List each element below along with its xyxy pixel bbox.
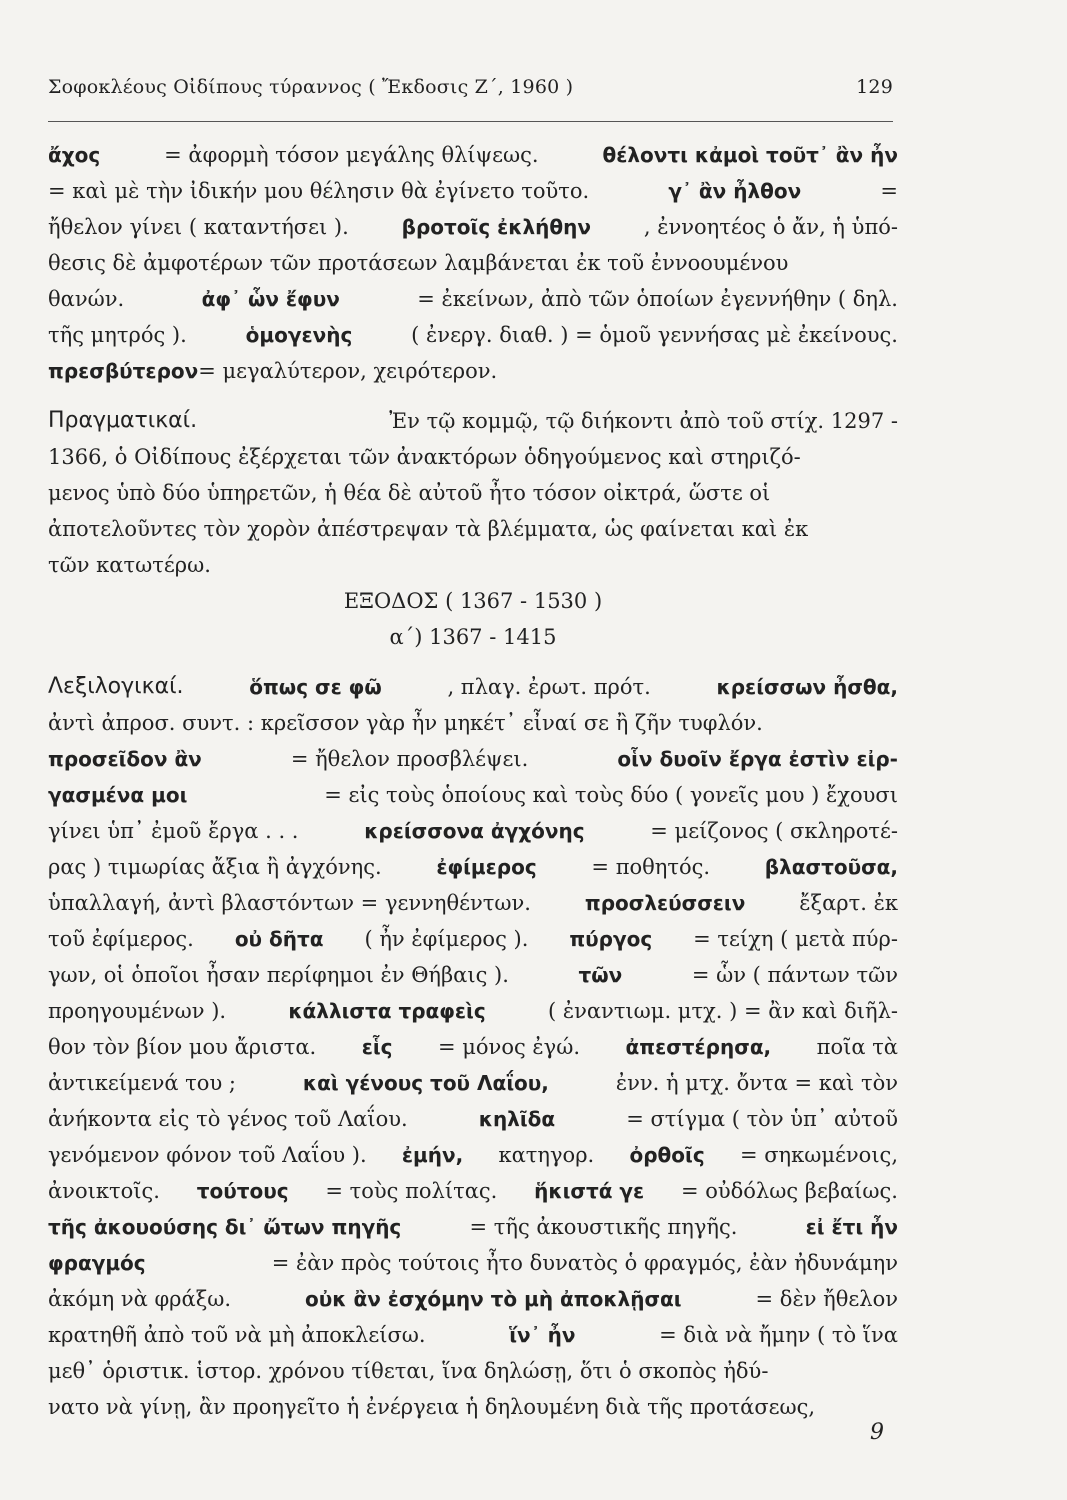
gloss-text: = σηκωμένοις, bbox=[739, 1143, 898, 1167]
lemma: κάλλιστα τραφεὶς bbox=[288, 999, 486, 1023]
gloss-text: α΄) 1367 - 1415 bbox=[389, 625, 557, 649]
lemma: ὁμογενὴς bbox=[245, 323, 353, 347]
text-line bbox=[48, 993, 898, 1029]
lemma: προσεῖδον ἂν bbox=[48, 747, 202, 771]
gloss-text: ἔξαρτ. ἐκ bbox=[799, 891, 898, 915]
lemma: βροτοῖς ἐκλήθην bbox=[401, 215, 591, 239]
section-heading: Πραγματικαί. bbox=[48, 408, 198, 433]
gloss-text: , πλαγ. ἐρωτ. πρότ. bbox=[447, 675, 651, 699]
text-line bbox=[48, 1245, 898, 1281]
signature-mark: 9 bbox=[870, 1420, 884, 1445]
lemma: πύργος bbox=[569, 927, 653, 951]
text-line bbox=[48, 1389, 898, 1425]
lemma: ἵν᾽ ἦν bbox=[509, 1323, 576, 1347]
gloss-text: = οὐδόλως βεβαίως. bbox=[680, 1179, 898, 1203]
gloss-text: = διὰ νὰ ἤμην ( τὸ ἵνα bbox=[659, 1323, 898, 1347]
text-line bbox=[48, 921, 898, 957]
lemma: οὐ δῆτα bbox=[234, 927, 324, 951]
section-heading: Λεξιλογικαί. bbox=[48, 674, 184, 699]
gloss-text: = ποθητός. bbox=[591, 855, 711, 879]
gloss-text: = τείχη ( μετὰ πύρ- bbox=[693, 927, 898, 951]
lemma: προσλεύσσειν bbox=[584, 891, 746, 915]
gloss-text: θον τὸν βίον μου ἄριστα. bbox=[48, 1035, 317, 1059]
gloss-text: θεσις δὲ ἀμφοτέρων τῶν προτάσεων λαμβάνεται ἐκ τοῦ ἐννοουμένου bbox=[48, 251, 789, 275]
text-line bbox=[48, 619, 898, 655]
gloss-text: ἀνήκοντα εἰς τὸ γένος τοῦ Λαΐου. bbox=[48, 1107, 408, 1131]
gloss-text: γενόμενον φόνον τοῦ Λαΐου ). bbox=[48, 1143, 367, 1167]
text-line bbox=[48, 403, 898, 439]
text-line bbox=[48, 1353, 898, 1389]
gloss-text: = δὲν ἤθελον bbox=[755, 1287, 898, 1311]
gloss-text: ρας ) τιμωρίας ἄξια ἢ ἀγχόνης. bbox=[48, 855, 382, 879]
gloss-text: τῶν κατωτέρω. bbox=[48, 553, 211, 577]
gloss-text: = καὶ μὲ τὴν ἰδικήν μου θέλησιν θὰ ἐγίνετο τοῦτο. bbox=[48, 179, 590, 203]
lemma: ἥκιστά γε bbox=[534, 1179, 645, 1203]
text-line bbox=[48, 281, 898, 317]
text-line bbox=[48, 137, 898, 173]
gloss-text: προηγουμένων ). bbox=[48, 999, 227, 1023]
commentary-text bbox=[48, 137, 898, 1425]
text-line bbox=[48, 353, 898, 389]
text-line bbox=[48, 209, 898, 245]
text-line bbox=[48, 439, 898, 475]
gloss-text: = τῆς ἀκουστικῆς πηγῆς. bbox=[469, 1215, 738, 1239]
lemma: ὅπως σε φῶ bbox=[249, 675, 382, 699]
gloss-text: ἐνν. ἡ μτχ. ὄντα = καὶ τὸν bbox=[615, 1071, 898, 1095]
gloss-text: μεθ᾽ ὁριστικ. ἱστορ. χρόνου τίθεται, ἵνα δηλώσῃ, ὅτι ὁ σκοπὸς ἠδύ- bbox=[48, 1359, 769, 1383]
lemma: βλαστοῦσα, bbox=[764, 855, 898, 879]
gloss-text: ἀκόμη νὰ φράξω. bbox=[48, 1287, 232, 1311]
text-line bbox=[48, 1029, 898, 1065]
gloss-text: = εἰς τοὺς ὁποίους καὶ τοὺς δύο ( γονεῖς μου ) ἔχουσι bbox=[324, 783, 898, 807]
lemma: κηλῖδα bbox=[478, 1107, 556, 1131]
gloss-text: νατο νὰ γίνῃ, ἂν προηγεῖτο ἡ ἐνέργεια ἡ δηλουμένη διὰ τῆς προτάσεως, bbox=[48, 1395, 816, 1419]
text-line bbox=[48, 777, 898, 813]
gloss-text: = τοὺς πολίτας. bbox=[325, 1179, 498, 1203]
header-rule bbox=[48, 121, 893, 122]
text-line bbox=[48, 1173, 898, 1209]
gloss-text: = μόνος ἐγώ. bbox=[437, 1035, 581, 1059]
text-line bbox=[48, 1209, 898, 1245]
text-line bbox=[48, 741, 898, 777]
text-line bbox=[48, 1281, 898, 1317]
lemma: τῆς ἀκουούσης δι᾽ ὤτων πηγῆς bbox=[48, 1215, 402, 1239]
lemma: ἀφ᾽ ὧν ἔφυν bbox=[201, 287, 340, 311]
gloss-text: ἀποτελοῦντες τὸν χορὸν ἀπέστρεψαν τὰ βλέμματα, ὡς φαίνεται καὶ ἐκ bbox=[48, 517, 809, 541]
gloss-text: κρατηθῆ ἀπὸ τοῦ νὰ μὴ ἀποκλείσω. bbox=[48, 1323, 426, 1347]
text-line bbox=[48, 1317, 898, 1353]
gloss-text: κατηγορ. bbox=[498, 1143, 595, 1167]
text-line bbox=[48, 173, 898, 209]
gloss-text: = ἤθελον προσβλέψει. bbox=[290, 747, 529, 771]
text-line bbox=[48, 1065, 898, 1101]
text-line bbox=[48, 1137, 898, 1173]
gloss-text: = μεγαλύτερον, χειρότερον. bbox=[198, 359, 498, 383]
paragraph-gap bbox=[48, 655, 898, 669]
page-number: 129 bbox=[856, 76, 893, 98]
gloss-text: = ἐὰν πρὸς τούτοις ἦτο δυνατὸς ὁ φραγμός, ἐὰν ἠδυνάμην bbox=[271, 1251, 898, 1275]
lemma: ἄχος bbox=[48, 143, 101, 167]
lemma: ἐμήν, bbox=[401, 1143, 464, 1167]
lemma: γ᾽ ἂν ἦλθον bbox=[668, 179, 802, 203]
gloss-text: ἤθελον γίνει ( καταντήσει ). bbox=[48, 215, 349, 239]
lemma: τούτους bbox=[196, 1179, 289, 1203]
lemma: κρείσσονα ἀγχόνης bbox=[364, 819, 585, 843]
gloss-text: τῆς μητρός ). bbox=[48, 323, 187, 347]
gloss-text: ἀντὶ ἀπροσ. συντ. : κρεῖσσον γὰρ ἦν μηκέτ᾽ εἶναί σε ἢ ζῆν τυφλόν. bbox=[48, 711, 763, 735]
gloss-text: = ἀφορμὴ τόσον μεγάλης θλίψεως. bbox=[164, 143, 539, 167]
gloss-text: = bbox=[880, 179, 898, 203]
gloss-text: = ὧν ( πάντων τῶν bbox=[691, 963, 898, 987]
lemma: καὶ γένους τοῦ Λαΐου, bbox=[302, 1071, 549, 1095]
text-line bbox=[48, 849, 898, 885]
gloss-text: ( ἐνεργ. διαθ. ) = ὁμοῦ γεννήσας μὲ ἐκείνους. bbox=[411, 323, 898, 347]
lemma: εἷς bbox=[361, 1035, 393, 1059]
lemma: οὐκ ἂν ἐσχόμην τὸ μὴ ἀποκλῇσαι bbox=[305, 1287, 682, 1311]
gloss-text: θανών. bbox=[48, 287, 125, 311]
gloss-text: ( ἐναντιωμ. μτχ. ) = ἂν καὶ διῆλ- bbox=[547, 999, 898, 1023]
gloss-text: = ἐκείνων, ἀπὸ τῶν ὁποίων ἐγεννήθην ( δηλ. bbox=[417, 287, 898, 311]
text-line bbox=[48, 885, 898, 921]
gloss-text: ἀντικείμενά του ; bbox=[48, 1071, 236, 1095]
running-header bbox=[48, 76, 893, 106]
gloss-text: = μείζονος ( σκληροτέ- bbox=[650, 819, 898, 843]
running-title: Σοφοκλέους Οἰδίπους τύραννος ( Ἔκδοσις Ζ΄, 1960 ) bbox=[48, 76, 574, 98]
gloss-text: ΕΞΟΔΟΣ ( 1367 - 1530 ) bbox=[343, 589, 603, 613]
lemma: πρεσβύτερον bbox=[48, 359, 199, 383]
gloss-text: μενος ὑπὸ δύο ὑπηρετῶν, ἡ θέα δὲ αὐτοῦ ἦτο τόσον οἰκτρά, ὥστε οἱ bbox=[48, 481, 771, 505]
gloss-text: γων, οἱ ὁποῖοι ἦσαν περίφημοι ἐν Θήβαις ). bbox=[48, 963, 509, 987]
lemma: ὀρθοῖς bbox=[629, 1143, 705, 1167]
gloss-text: ὑπαλλαγή, ἀντὶ βλαστόντων = γεννηθέντων. bbox=[48, 891, 531, 915]
gloss-text: , ἐννοητέος ὁ ἄν, ἡ ὑπό- bbox=[643, 215, 898, 239]
text-line bbox=[48, 813, 898, 849]
lemma: φραγμός bbox=[48, 1251, 146, 1275]
lemma: θέλοντι κἀμοὶ τοῦτ᾽ ἂν ἦν bbox=[602, 143, 898, 167]
lemma: οἷν δυοῖν ἔργα ἐστὶν εἰρ- bbox=[617, 747, 898, 771]
gloss-text: τοῦ ἐφίμερος. bbox=[48, 927, 194, 951]
lemma: ἐφίμερος bbox=[436, 855, 537, 879]
gloss-text: ( ἦν ἐφίμερος ). bbox=[364, 927, 529, 951]
lemma: ἀπεστέρησα, bbox=[625, 1035, 772, 1059]
gloss-text: γίνει ὑπ᾽ ἐμοῦ ἔργα . . . bbox=[48, 819, 299, 843]
gloss-text: Ἐν τῷ κομμῷ, τῷ διήκοντι ἀπὸ τοῦ στίχ. 1297 - bbox=[389, 409, 898, 433]
lemma: γασμένα μοι bbox=[48, 783, 188, 807]
text-line bbox=[48, 583, 898, 619]
lemma: κρείσσων ἦσθα, bbox=[716, 675, 898, 699]
text-line bbox=[48, 317, 898, 353]
paragraph-gap bbox=[48, 389, 898, 403]
text-line bbox=[48, 245, 898, 281]
gloss-text: ποῖα τὰ bbox=[816, 1035, 898, 1059]
text-line bbox=[48, 475, 898, 511]
text-line bbox=[48, 511, 898, 547]
gloss-text: ἀνοικτοῖς. bbox=[48, 1179, 160, 1203]
text-line bbox=[48, 547, 898, 583]
text-line bbox=[48, 669, 898, 705]
text-line bbox=[48, 957, 898, 993]
lemma: εἰ ἔτι ἦν bbox=[805, 1215, 898, 1239]
text-line bbox=[48, 705, 898, 741]
text-line bbox=[48, 1101, 898, 1137]
gloss-text: 1366, ὁ Οἰδίπους ἐξέρχεται τῶν ἀνακτόρων ὁδηγούμενος καὶ στηριζό- bbox=[48, 445, 801, 469]
lemma: τῶν bbox=[578, 963, 623, 987]
gloss-text: = στίγμα ( τὸν ὑπ᾽ αὐτοῦ bbox=[626, 1107, 898, 1131]
